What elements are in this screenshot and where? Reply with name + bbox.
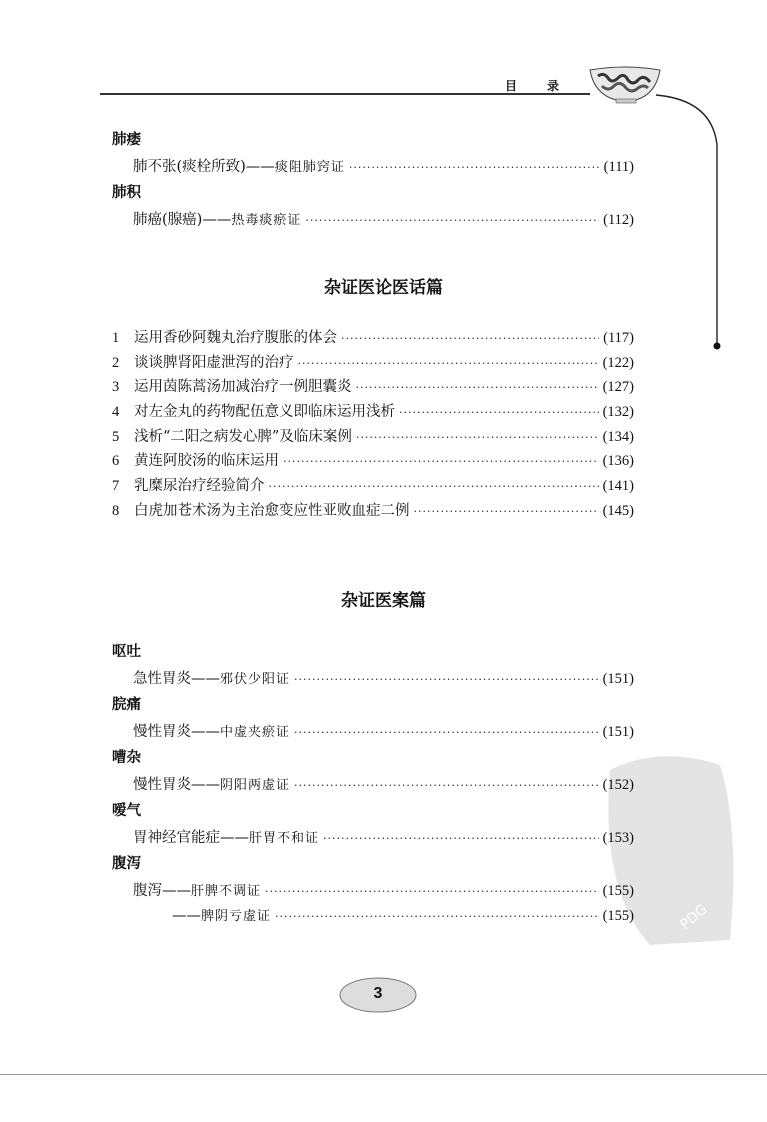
category-label: 肺痿 xyxy=(112,132,141,148)
entry-disease: 急性胃炎—— xyxy=(133,670,220,687)
toc-part-1 xyxy=(112,128,634,234)
toc-entry[interactable] xyxy=(112,351,634,376)
toc-category xyxy=(112,640,634,667)
category-label: 腹泻 xyxy=(112,856,141,872)
entry-title: 白虎加苍术汤为主治愈变应性亚败血症二例 xyxy=(134,502,410,519)
toc-category xyxy=(112,799,634,826)
entry-page: (145) xyxy=(602,502,634,519)
entry-page: (152) xyxy=(602,776,634,793)
toc-entry[interactable] xyxy=(112,773,634,800)
toc-category xyxy=(112,693,634,720)
entry-disease: 慢性胃炎—— xyxy=(133,776,220,793)
header-title: 目录 xyxy=(505,79,590,93)
entry-number: 8 xyxy=(112,502,120,519)
entry-title: 乳糜尿治疗经验简介 xyxy=(134,478,265,495)
watermark-text: PDG xyxy=(677,901,711,934)
entry-syndrome: 痰阻肺窍证 xyxy=(274,159,345,175)
leader-dots xyxy=(269,478,599,494)
section-title: 杂证医论医话篇 xyxy=(324,278,443,298)
footer-rule xyxy=(0,1074,767,1075)
toc-category xyxy=(112,128,634,155)
entry-title: 浅析“二阳之病发心脾”及临床案例 xyxy=(134,428,352,445)
toc-entry[interactable] xyxy=(112,667,634,694)
entry-page: (151) xyxy=(602,723,634,740)
section-title: 杂证医案篇 xyxy=(341,591,426,611)
leader-dots xyxy=(305,212,599,228)
category-label: 呕吐 xyxy=(112,644,141,660)
category-label: 嗳气 xyxy=(112,803,141,819)
entry-title: 黄连阿胶汤的临床运用 xyxy=(134,453,279,470)
leader-dots xyxy=(399,404,599,420)
entry-number: 5 xyxy=(112,428,120,445)
entry-page: (155) xyxy=(602,882,634,899)
entry-syndrome: 邪伏少阳证 xyxy=(220,671,291,687)
entry-number: 6 xyxy=(112,453,120,470)
entry-number: 4 xyxy=(112,404,120,421)
entry-syndrome: 脾阴亏虚证 xyxy=(201,909,272,924)
entry-page: (155) xyxy=(602,908,634,924)
entry-page: (122) xyxy=(602,354,634,371)
entry-number: 2 xyxy=(112,354,120,371)
entry-page: (111) xyxy=(603,158,634,175)
entry-page: (153) xyxy=(602,829,634,846)
entry-syndrome: 阴阳两虚证 xyxy=(220,777,291,793)
entry-syndrome: 肝脾不调证 xyxy=(191,883,262,899)
entry-page: (132) xyxy=(602,404,634,421)
toc-category xyxy=(112,181,634,208)
entry-title: 运用茵陈蒿汤加减治疗一例胆囊炎 xyxy=(134,379,352,396)
entry-page: (127) xyxy=(602,379,634,396)
toc-entry[interactable] xyxy=(112,425,634,450)
toc-entry[interactable] xyxy=(112,905,634,932)
toc-category xyxy=(112,746,634,773)
entry-page: (134) xyxy=(602,428,634,445)
leader-dots xyxy=(414,503,599,519)
entry-page: (141) xyxy=(602,478,634,495)
toc-entry[interactable] xyxy=(112,375,634,400)
leader-dots xyxy=(298,355,599,371)
toc-entry[interactable] xyxy=(112,400,634,425)
entry-title: 对左金丸的药物配伍意义即临床运用浅析 xyxy=(134,404,395,421)
toc-part-2 xyxy=(112,640,634,932)
entry-disease: 胃神经官能症—— xyxy=(133,829,249,846)
entry-page: (151) xyxy=(602,670,634,687)
leader-dots xyxy=(341,330,599,346)
toc-list xyxy=(112,326,634,524)
leader-dots xyxy=(356,429,599,445)
toc-entry[interactable] xyxy=(112,208,634,235)
toc-entry[interactable] xyxy=(112,326,634,351)
leader-dots xyxy=(349,159,600,175)
toc-category xyxy=(112,852,634,879)
leader-dots xyxy=(294,724,599,740)
toc-entry[interactable] xyxy=(112,720,634,747)
entry-number: 1 xyxy=(112,330,120,346)
entry-disease: 肺不张(痰栓所致)—— xyxy=(133,158,275,175)
entry-page: (117) xyxy=(603,330,634,346)
leader-dots xyxy=(323,830,599,846)
leader-dots xyxy=(294,671,599,687)
leader-dots xyxy=(356,379,599,395)
leader-dots xyxy=(283,453,599,469)
entry-number: 7 xyxy=(112,478,120,495)
category-label: 肺积 xyxy=(112,185,141,201)
entry-disease: 肺癌(腺癌)—— xyxy=(133,211,232,228)
toc-entry[interactable] xyxy=(112,826,634,853)
entry-title: 谈谈脾肾阳虚泄泻的治疗 xyxy=(134,354,294,371)
category-label: 脘痛 xyxy=(112,697,141,713)
entry-disease: —— xyxy=(172,908,201,924)
decorative-curve xyxy=(640,90,730,355)
page-number-text: 3 xyxy=(373,985,383,1002)
entry-syndrome: 中虚夹瘀证 xyxy=(220,724,291,740)
entry-disease: 慢性胃炎—— xyxy=(133,723,220,740)
leader-dots xyxy=(265,883,599,899)
entry-page: (136) xyxy=(602,453,634,470)
entry-number: 3 xyxy=(112,379,120,396)
entry-disease: 腹泻—— xyxy=(133,882,191,899)
toc-entry[interactable] xyxy=(112,474,634,499)
toc-entry[interactable] xyxy=(112,449,634,474)
page-number xyxy=(338,975,418,1015)
entry-syndrome: 肝胃不和证 xyxy=(249,830,320,846)
leader-dots xyxy=(294,777,599,793)
toc-entry[interactable] xyxy=(112,499,634,524)
entry-title: 运用香砂阿魏丸治疗腹胀的体会 xyxy=(134,330,337,346)
toc-entry[interactable] xyxy=(112,879,634,906)
toc-entry[interactable] xyxy=(112,155,634,182)
category-label: 嘈杂 xyxy=(112,750,141,766)
entry-syndrome: 热毒痰瘀证 xyxy=(231,212,302,228)
leader-dots xyxy=(275,908,599,924)
entry-page: (112) xyxy=(603,211,634,228)
